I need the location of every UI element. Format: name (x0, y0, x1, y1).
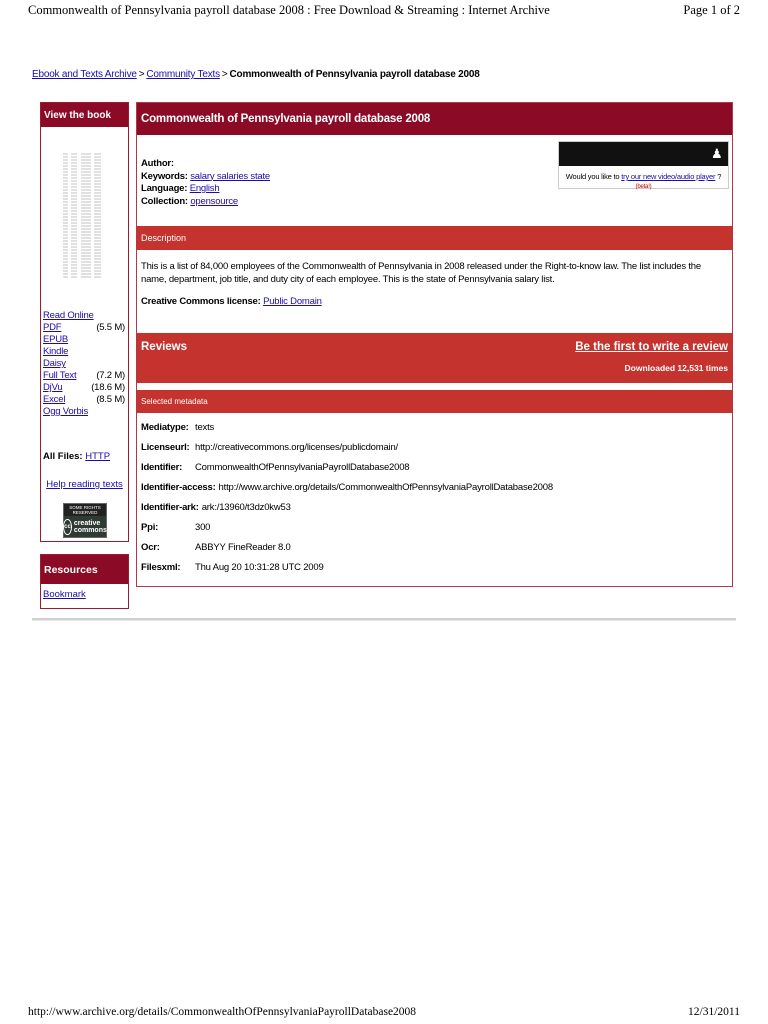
metadata-row (141, 561, 553, 581)
collection-link[interactable]: opensource (190, 195, 238, 207)
format-row (43, 382, 125, 394)
cc-some-rights: SOME RIGHTS RESERVED (64, 504, 106, 516)
view-book-heading: View the book (41, 103, 128, 127)
metadata-value: 300 (195, 522, 211, 533)
metadata-key: Ocr: (141, 542, 160, 553)
player-prompt: Would you like to try our new video/audio player ? (beta!) (565, 172, 722, 190)
format-row (43, 358, 125, 370)
main-panel (136, 102, 733, 587)
format-row (43, 394, 125, 406)
resources-heading: Resources (41, 555, 128, 584)
try-new-player-link[interactable]: try our new video/audio player (621, 172, 716, 181)
player-bar[interactable] (559, 142, 728, 166)
metadata-key: Identifier-access: (141, 482, 216, 493)
format-link[interactable]: Excel (43, 394, 66, 405)
format-link[interactable]: Read Online (43, 310, 94, 321)
format-row (43, 406, 125, 418)
print-header-page: Page 1 of 2 (683, 3, 740, 17)
keywords-row (141, 171, 270, 184)
metadata-value: ark:/13960/t3dz0kw53 (201, 502, 291, 513)
all-files (43, 451, 110, 462)
metadata-value: http://creativecommons.org/licenses/publicdomain/ (195, 442, 398, 453)
metadata-row (141, 461, 553, 481)
metadata-key: Licenseurl: (141, 442, 190, 453)
metadata-row (141, 501, 553, 521)
write-review-link[interactable]: Be the first to write a review (575, 341, 728, 353)
metadata-key: Ppi: (141, 522, 159, 533)
language-link[interactable]: English (189, 183, 220, 194)
metadata-key: Mediatype: (141, 422, 189, 433)
language-row (141, 183, 270, 196)
format-row (43, 310, 125, 322)
format-link[interactable]: PDF (43, 322, 62, 333)
description-heading: Description (137, 226, 732, 250)
breadcrumb-ebook-archive[interactable]: Ebook and Texts Archive (32, 69, 137, 80)
metadata-table (141, 421, 553, 581)
license-line (141, 296, 322, 307)
all-files-http-link[interactable]: HTTP (85, 451, 111, 462)
book-thumbnail[interactable] (61, 150, 111, 280)
format-link[interactable]: Kindle (43, 346, 69, 357)
metadata-key: Filesxml: (141, 562, 181, 573)
bookmark-link[interactable]: Bookmark (43, 589, 86, 600)
format-row (43, 370, 125, 382)
keywords-label: Keywords: (141, 170, 188, 182)
player-figure-icon[interactable]: ♟ (711, 146, 723, 161)
help-reading-text[interactable]: Help reading texts (46, 479, 123, 490)
metadata-value: Thu Aug 20 10:31:28 UTC 2009 (195, 562, 324, 573)
format-link[interactable]: EPUB (43, 334, 69, 345)
creative-commons-badge[interactable] (63, 503, 107, 538)
format-size: (7.2 M) (96, 370, 125, 381)
metadata-heading: Selected metadata (137, 390, 732, 413)
download-count: Downloaded 12,531 times (624, 363, 728, 373)
all-files-label: All Files: (43, 451, 83, 462)
breadcrumb-community-texts[interactable]: Community Texts (146, 69, 220, 80)
breadcrumb-separator: > (221, 69, 228, 80)
metadata-row (141, 541, 553, 561)
format-row (43, 346, 125, 358)
cc-logo (64, 519, 106, 535)
breadcrumb-current: Commonwealth of Pennsylvania payroll database 2008 (229, 69, 480, 80)
cc-icon: cc (63, 519, 72, 535)
metadata-key: Identifier: (141, 462, 183, 473)
resources-panel (40, 554, 129, 609)
reviews-heading: Reviews (141, 341, 188, 353)
print-footer-date: 12/31/2011 (688, 1006, 740, 1018)
metadata-value: http://www.archive.org/details/CommonwealthOfPennsylvaniaPayrollDatabase2008 (218, 482, 553, 493)
metadata-row (141, 441, 553, 461)
view-book-panel (40, 102, 129, 542)
metadata-value: CommonwealthOfPennsylvaniaPayrollDatabase2008 (195, 462, 410, 473)
license-label: Creative Commons license: (141, 296, 261, 307)
metadata-row (141, 521, 553, 541)
cc-wordmark: creative commons (73, 520, 107, 534)
breadcrumb-separator: > (138, 69, 145, 80)
format-size: (8.5 M) (96, 394, 125, 405)
metadata-key: Identifier-ark: (141, 502, 199, 513)
media-player (558, 141, 729, 189)
language-label: Language: (141, 183, 188, 194)
format-row (43, 322, 125, 334)
metadata-value: texts (195, 422, 215, 433)
help-reading-link[interactable] (41, 479, 128, 490)
beta-tag: (beta!) (635, 184, 652, 190)
format-link[interactable]: DjVu (43, 382, 63, 393)
format-size: (18.6 M) (91, 382, 125, 393)
print-footer-url: http://www.archive.org/details/CommonwealthOfPennsylvaniaPayrollDatabase2008 (28, 1006, 417, 1018)
item-title: Commonwealth of Pennsylvania payroll database 2008 (137, 103, 732, 135)
reviews-section (137, 333, 732, 383)
collection-row (141, 196, 270, 209)
format-row (43, 334, 125, 346)
description-text: This is a list of 84,000 employees of the Commonwealth of Pennsylvania in 2008 released under the Right-to-know law. The list includes the name, department, job title, and duty city of each employee. This is the state of Pennsylvania salary list. (141, 261, 701, 285)
format-link[interactable]: Ogg Vorbis (43, 406, 88, 417)
author-row (141, 158, 270, 171)
breadcrumb (32, 69, 480, 80)
format-link[interactable]: Full Text (43, 370, 77, 381)
collection-label: Collection: (141, 195, 188, 207)
public-domain-link[interactable]: Public Domain (263, 296, 322, 307)
print-header-title: Commonwealth of Pennsylvania payroll database 2008 : Free Download & Streaming : Internet Archive (28, 3, 550, 17)
format-list (43, 310, 125, 418)
metadata-row (141, 421, 553, 441)
keywords-link[interactable]: salary salaries state (190, 170, 270, 182)
item-summary (141, 158, 270, 208)
bottom-divider (32, 618, 736, 621)
metadata-row (141, 481, 553, 501)
format-link[interactable]: Daisy (43, 358, 66, 369)
format-size: (5.5 M) (96, 322, 125, 333)
metadata-value: ABBYY FineReader 8.0 (195, 542, 291, 553)
author-label: Author: (141, 158, 174, 169)
